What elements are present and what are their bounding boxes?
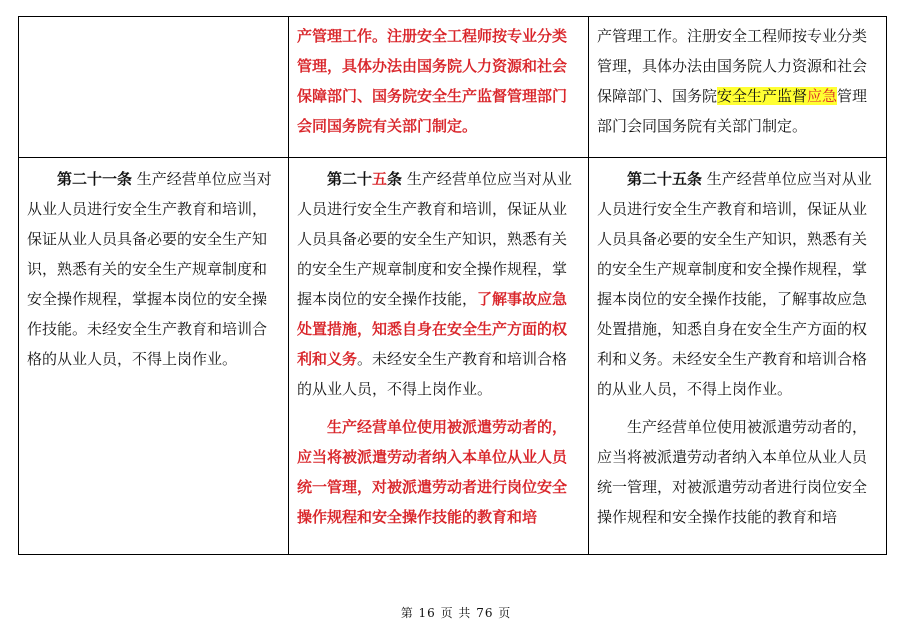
article-paragraph: [597, 164, 876, 404]
article-paragraph: [297, 164, 578, 404]
article-title: 第二十五条: [627, 170, 703, 188]
comparison-table: [18, 16, 887, 555]
article-paragraph: [27, 164, 278, 374]
new-text-segment: 产管理工作。注册安全工程师按专业分类管理，具体办法由国务院人力资源和社会保障部门、国务院: [597, 27, 868, 105]
highlighted-red-text: 应急: [807, 87, 838, 105]
old-text-cell: [19, 158, 289, 555]
article-body: 生产经营单位应当对从业人员进行安全生产教育和培训，保证从业人员具备必要的安全生产知识，熟悉有关的安全生产规章制度和安全操作规程，掌握本岗位的安全操作技能。未经安全生产教育和培训合格的从业人员，不得上岗作业。: [27, 170, 272, 368]
article-title: 第二十: [327, 170, 373, 188]
table-row: [19, 17, 887, 158]
article-body: 生产经营单位应当对从业人员进行安全生产教育和培训，保证从业人员具备必要的安全生产知识，熟悉有关的安全生产规章制度和安全操作规程，掌握本岗位的安全操作技能，了解事故应急处置措施，知悉自身在安全生产方面的权利和义务。未经安全生产教育和培训合格的从业人员，不得上岗作业。: [597, 170, 872, 398]
article-title: 条: [387, 170, 403, 188]
highlighted-text: 安全生产监督: [717, 87, 808, 105]
added-paragraph: 生产经营单位使用被派遣劳动者的，应当将被派遣劳动者纳入本单位从业人员统一管理，对被派遣劳动者进行岗位安全操作规程和安全操作技能的教育和培: [297, 418, 568, 526]
article-title: 第二十一条: [57, 170, 133, 188]
article-body: 生产经营单位应当对从业人员进行安全生产教育和培训，保证从业人员具备必要的安全生产知识，熟悉有关的安全生产规章制度和安全操作规程，掌握本岗位的安全操作技能，: [297, 170, 572, 308]
table-row: [19, 158, 887, 555]
new-text-segment: 管理部门会同国务院有关部门制定。: [597, 87, 868, 135]
new-text-cell: [589, 158, 887, 555]
new-text-cell: [589, 17, 887, 158]
article-title-changed: 五: [372, 170, 388, 188]
article-paragraph: 生产经营单位使用被派遣劳动者的，应当将被派遣劳动者纳入本单位从业人员统一管理，对被派遣劳动者进行岗位安全操作规程和安全操作技能的教育和培: [597, 418, 868, 526]
draft-text-cell: [289, 158, 589, 555]
new-text-paragraph: [597, 21, 876, 141]
article-body: 。未经安全生产教育和培训合格的从业人员，不得上岗作业。: [297, 350, 568, 398]
draft-text-cell: [289, 17, 589, 158]
page-number: 第 16 页 共 76 页: [400, 606, 512, 620]
draft-text-paragraph: 产管理工作。注册安全工程师按专业分类管理，具体办法由国务院人力资源和社会保障部门、国务院安全生产监督管理部门会同国务院有关部门制定。: [297, 27, 568, 135]
old-text-cell: [19, 17, 289, 158]
added-text: 了解事故应急处置措施，知悉自身在安全生产方面的权利和义务: [297, 290, 568, 368]
